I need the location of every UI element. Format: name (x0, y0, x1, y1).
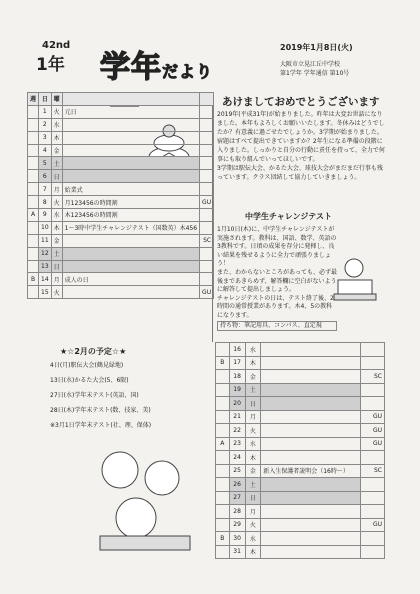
day-number: 11 (39, 234, 52, 247)
challenge-test-heading: 中学生チャレンジテスト (245, 212, 333, 221)
duty-mark: GU (360, 518, 384, 532)
challenge-test-body (217, 226, 337, 331)
event-text (261, 518, 360, 532)
weekday: 木 (245, 545, 261, 559)
event-text (261, 451, 360, 465)
event-text (261, 410, 360, 424)
day-number: 6 (39, 170, 52, 183)
event-text (261, 437, 360, 451)
february-item: 4日(月)駅伝大会(鶴見緑地) (50, 362, 124, 369)
event-text (62, 247, 199, 260)
week-group (216, 397, 230, 411)
calendar-row (216, 518, 385, 532)
duty-mark: SC (360, 370, 384, 384)
weekday: 木 (245, 451, 261, 465)
weekday: 日 (245, 397, 261, 411)
calendar-row (216, 397, 385, 411)
students-group-illustration (90, 440, 200, 555)
week-group (216, 424, 230, 438)
week-group (216, 545, 230, 559)
issue-number: 42nd (42, 40, 71, 51)
day-number: 31 (229, 545, 245, 559)
day-number: 29 (229, 518, 245, 532)
duty-mark (360, 397, 384, 411)
calendar-row (216, 383, 385, 397)
weekday: 金 (51, 234, 62, 247)
weekday: 水 (245, 532, 261, 546)
week-group: A (216, 437, 230, 451)
duty-mark: SC (360, 464, 384, 478)
day-number: 23 (229, 437, 245, 451)
duty-mark: GU (200, 286, 214, 299)
duty-mark (360, 545, 384, 559)
event-text (62, 260, 199, 273)
calendar-row (216, 545, 385, 559)
day-number: 9 (39, 209, 52, 222)
event-text: 元日 (62, 105, 199, 118)
event-text (62, 144, 199, 157)
weekday: 日 (51, 260, 62, 273)
february-item: ※3月1日学年末テスト(社、理、保体) (50, 422, 152, 429)
calendar-header-day: 日 (39, 93, 52, 106)
weekday: 火 (51, 105, 62, 118)
calendar-row (216, 491, 385, 505)
duty-mark: GU (360, 410, 384, 424)
calendar-row (216, 424, 385, 438)
event-text (261, 356, 360, 370)
weekday: 金 (245, 464, 261, 478)
article-paragraph-4: また、わからないところがあっても、必ず最後まであきらめず、解答欄に空白がないように解答して提出しましょう。 (217, 268, 337, 294)
article-greeting (217, 110, 387, 182)
duty-mark (200, 209, 214, 222)
duty-mark (360, 532, 384, 546)
weekday: 土 (51, 247, 62, 260)
week-group (28, 221, 39, 234)
week-group (216, 410, 230, 424)
day-number: 26 (229, 478, 245, 492)
week-group (28, 170, 39, 183)
day-number: 22 (229, 424, 245, 438)
duty-mark (200, 273, 214, 286)
weekday: 火 (51, 196, 62, 209)
calendar-row (28, 286, 214, 299)
duty-mark: SC (200, 234, 214, 247)
calendar-row (28, 183, 214, 196)
day-number: 2 (39, 118, 52, 131)
week-group (28, 131, 39, 144)
duty-mark (200, 260, 214, 273)
article-paragraph-3: 1月10日(木)に、中学生チャレンジテストが実施されます。教科は、国語、数学、英語の3教科です。日頃の成果を存分に発揮し、良い結果を残せるように全力で頑張りましょう！ (217, 226, 337, 268)
weekday: 金 (51, 144, 62, 157)
day-number: 13 (39, 260, 52, 273)
day-number: 5 (39, 157, 52, 170)
day-number: 19 (229, 383, 245, 397)
event-text (62, 286, 199, 299)
event-text: 始業式 (62, 183, 199, 196)
calendar-row (28, 260, 214, 273)
week-group (28, 118, 39, 131)
day-number: 1 (39, 105, 52, 118)
calendar-row (28, 157, 214, 170)
event-text (62, 118, 199, 131)
calendar-header-row (28, 93, 214, 106)
calendar-row (216, 478, 385, 492)
weekday: 木 (245, 356, 261, 370)
february-item: 13日(水)かるた大会(5、6限) (50, 377, 129, 384)
event-text (62, 131, 199, 144)
duty-mark (360, 451, 384, 465)
day-number: 16 (229, 343, 245, 357)
weekday: 木 (51, 131, 62, 144)
calendar-header-week: 週 (28, 93, 39, 106)
duty-mark (200, 105, 214, 118)
week-group (216, 505, 230, 519)
week-group: B (216, 532, 230, 546)
duty-mark (360, 491, 384, 505)
article-paragraph-1: 2019年(平成31年)が始まりました。昨年は大変お世話になりました。本年もよろしくお願いいたします。冬休みはどうでしたか？有意義に過ごせたでしょうか。3学期が始まりました。宿題はすべて提出できていますか？2年生になる準備の段階に入りました。しっかりと自分の行動に責任を持って、全力で何事にも取り組んでいってほしいです。 (217, 111, 385, 163)
event-text: 成人の日 (62, 273, 199, 286)
event-text (261, 532, 360, 546)
event-text (62, 170, 199, 183)
weekday: 金 (245, 370, 261, 384)
duty-mark (200, 131, 214, 144)
title-main: 学年 (100, 50, 162, 85)
day-number: 17 (229, 356, 245, 370)
title-tail: だより (162, 62, 214, 81)
duty-mark (360, 505, 384, 519)
calendar-row (28, 221, 214, 234)
day-number: 28 (229, 505, 245, 519)
duty-mark (200, 157, 214, 170)
day-number: 10 (39, 221, 52, 234)
weekday: 月 (51, 183, 62, 196)
article-paragraph-5: チャレンジテストの日は、テスト終了後、2時間の通常授業があります。木4、5の教科になります。 (217, 294, 334, 319)
week-group (28, 234, 39, 247)
student-writing-illustration (332, 256, 378, 304)
day-number: 24 (229, 451, 245, 465)
calendar-row (28, 105, 214, 118)
weekday: 土 (245, 478, 261, 492)
week-group (216, 383, 230, 397)
week-group (28, 157, 39, 170)
event-text (261, 343, 360, 357)
day-number: 14 (39, 273, 52, 286)
february-schedule-title: ★☆2月の予定☆★ (60, 347, 127, 356)
weekday: 水 (51, 118, 62, 131)
week-group: B (216, 356, 230, 370)
event-text (261, 383, 360, 397)
weekday: 火 (245, 518, 261, 532)
february-item: 28日(木)学年末テスト(数、技家、美) (50, 407, 151, 414)
calendar-row (28, 234, 214, 247)
calendar-row (28, 247, 214, 260)
day-number: 4 (39, 144, 52, 157)
school-info (280, 60, 349, 78)
calendar-row (216, 343, 385, 357)
issue-line: 第1学年 学年通信 第10号 (280, 70, 350, 77)
calendar-row (216, 505, 385, 519)
week-group (216, 518, 230, 532)
weekday: 日 (51, 170, 62, 183)
event-text (261, 545, 360, 559)
january-calendar-part1 (27, 92, 214, 299)
grade-label: 1年 (36, 55, 65, 75)
weekday: 火 (51, 286, 62, 299)
weekday: 月 (245, 410, 261, 424)
event-text (62, 234, 199, 247)
event-text: 木123456の時間割 (62, 209, 199, 222)
calendar-row (28, 209, 214, 222)
week-group: B (28, 273, 39, 286)
event-text (261, 491, 360, 505)
duty-mark (200, 118, 214, 131)
event-text: 月123456の時間割 (62, 196, 199, 209)
calendar-header-weekday: 曜 (51, 93, 62, 106)
weekday: 月 (245, 505, 261, 519)
duty-mark (200, 221, 214, 234)
day-number: 8 (39, 196, 52, 209)
calendar-row (216, 356, 385, 370)
duty-mark (200, 144, 214, 157)
week-group (28, 247, 39, 260)
february-item: 27日(水)学年末テスト(英語、国) (50, 392, 139, 399)
event-text (261, 478, 360, 492)
calendar-row (28, 273, 214, 286)
duty-mark (360, 356, 384, 370)
day-number: 18 (229, 370, 245, 384)
week-group (216, 491, 230, 505)
weekday: 水 (51, 209, 62, 222)
week-group (216, 478, 230, 492)
calendar-row (216, 464, 385, 478)
weekday: 水 (245, 343, 261, 357)
issue-date: 2019年1月8日(火) (280, 43, 353, 52)
article-headline: あけましておめでとうございます (222, 96, 380, 108)
calendar-row (216, 532, 385, 546)
calendar-row (28, 118, 214, 131)
weekday: 水 (245, 437, 261, 451)
day-number: 27 (229, 491, 245, 505)
weekday: 木 (51, 221, 62, 234)
week-group: A (28, 209, 39, 222)
duty-mark (200, 247, 214, 260)
event-text (261, 424, 360, 438)
event-text: 1〜3時中学生チャレンジテスト（国数英）木456 (62, 221, 199, 234)
calendar-row (216, 410, 385, 424)
day-number: 25 (229, 464, 245, 478)
school-name: 大阪市立晃江丘中学校 (280, 61, 341, 68)
event-text (261, 370, 360, 384)
event-text (261, 397, 360, 411)
duty-mark: GU (360, 437, 384, 451)
february-schedule-list (50, 358, 151, 433)
week-group (216, 451, 230, 465)
weekday: 土 (245, 383, 261, 397)
day-number: 7 (39, 183, 52, 196)
calendar-row (216, 451, 385, 465)
event-text: 新入生保護者説明会（16時〜） (261, 464, 360, 478)
duty-mark (200, 183, 214, 196)
event-text (261, 505, 360, 519)
duty-mark (360, 383, 384, 397)
day-number: 3 (39, 131, 52, 144)
calendar-row (28, 196, 214, 209)
weekday: 土 (51, 157, 62, 170)
duty-mark (360, 343, 384, 357)
duty-mark (360, 478, 384, 492)
week-group (28, 196, 39, 209)
article-paragraph-6: 持ち物：筆記用具、コンパス、直定規 (217, 321, 337, 332)
week-group (28, 260, 39, 273)
duty-mark: GU (360, 424, 384, 438)
calendar-row (28, 131, 214, 144)
calendar-row (216, 437, 385, 451)
week-group (28, 183, 39, 196)
event-text (62, 157, 199, 170)
calendar-row (28, 144, 214, 157)
week-group (216, 464, 230, 478)
weekday: 日 (245, 491, 261, 505)
day-number: 21 (229, 410, 245, 424)
week-group (28, 286, 39, 299)
weekday: 火 (245, 424, 261, 438)
duty-mark: GU (200, 196, 214, 209)
calendar-row (216, 370, 385, 384)
newsletter-title (100, 42, 213, 86)
week-group (28, 144, 39, 157)
day-number: 12 (39, 247, 52, 260)
calendar-row (28, 170, 214, 183)
article-paragraph-2: 3学期は駅伝大会、かるた大会、球技大会がまだまだ行事も残っています。クラス団結して協力していきましょう。 (217, 165, 383, 181)
weekday: 月 (51, 273, 62, 286)
week-group (216, 370, 230, 384)
january-calendar-part2 (215, 342, 385, 559)
day-number: 30 (229, 532, 245, 546)
duty-mark (200, 170, 214, 183)
week-group (216, 343, 230, 357)
day-number: 15 (39, 286, 52, 299)
day-number: 20 (229, 397, 245, 411)
week-group (28, 105, 39, 118)
